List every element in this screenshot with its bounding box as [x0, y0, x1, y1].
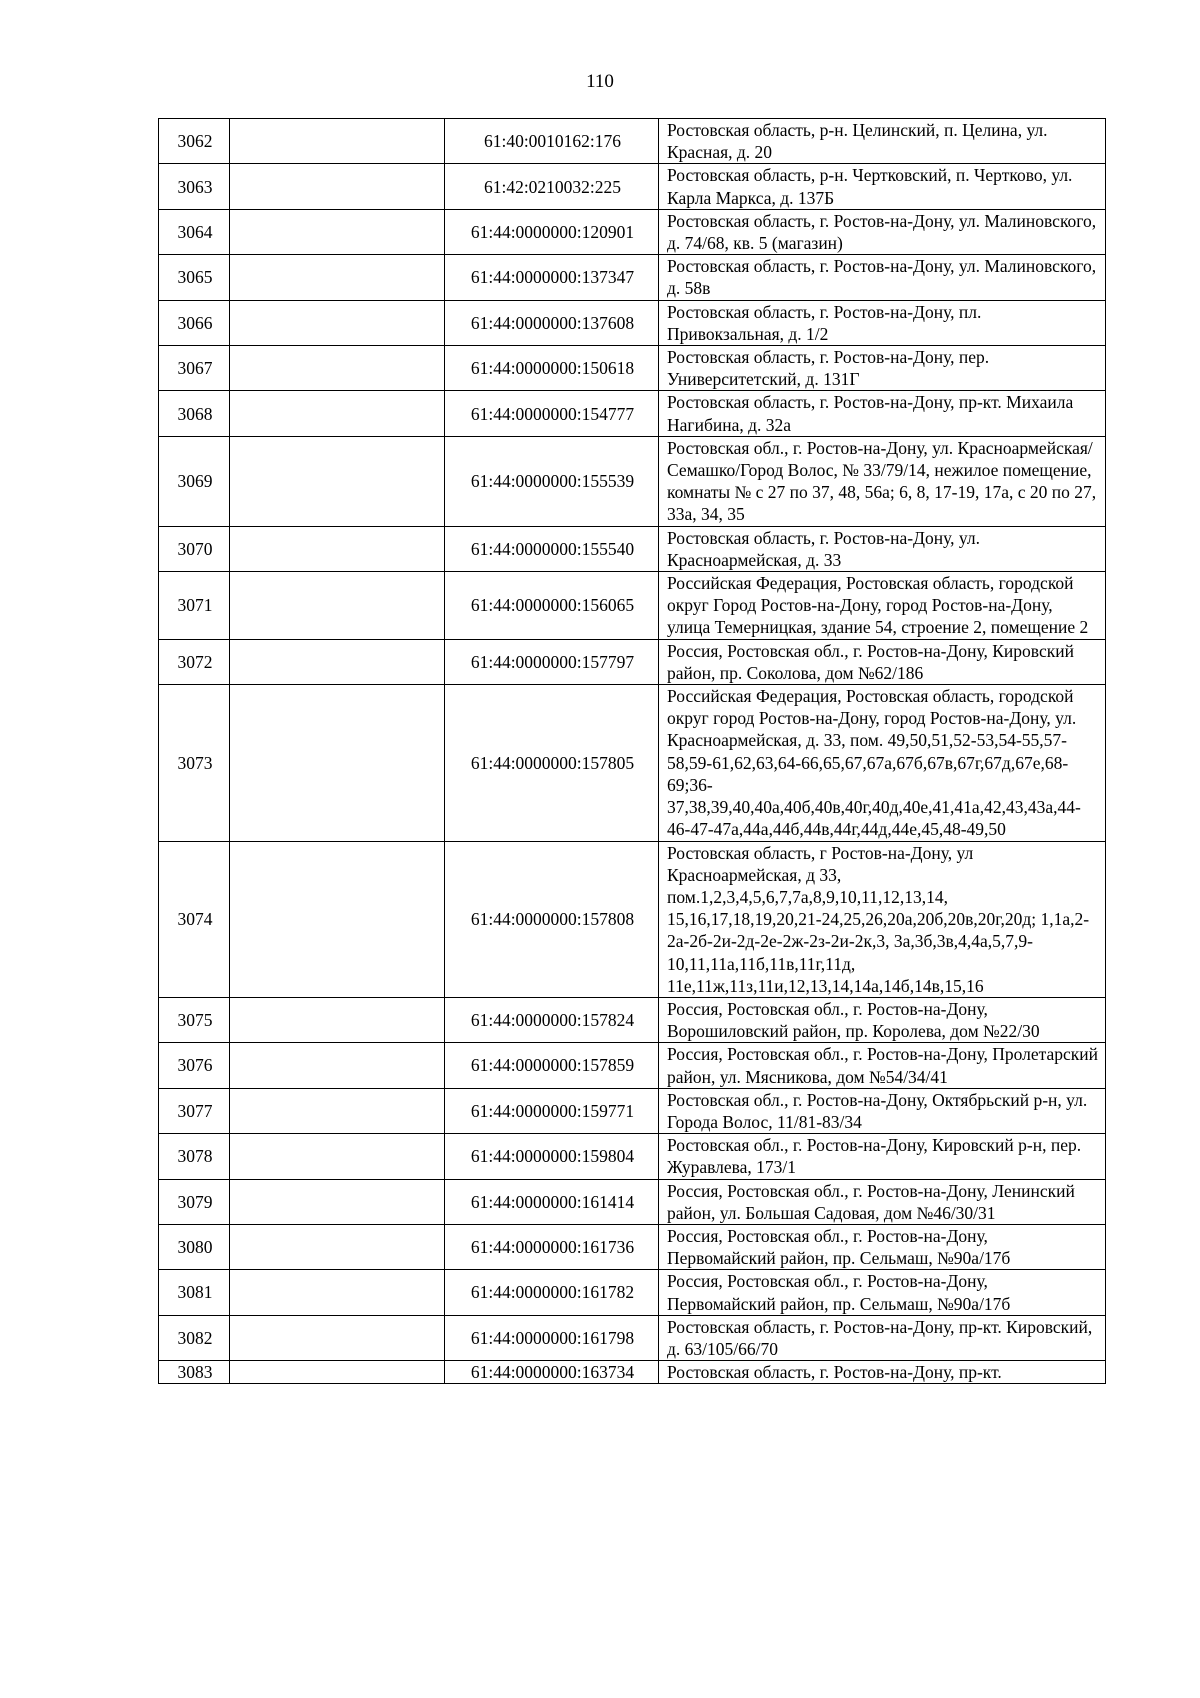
cadastral-number-cell: 61:44:0000000:155540	[445, 526, 659, 571]
empty-cell	[230, 1179, 445, 1224]
empty-cell	[230, 436, 445, 526]
cadastral-number-cell: 61:44:0000000:157797	[445, 639, 659, 684]
row-number-cell: 3066	[159, 300, 230, 345]
table-row	[159, 572, 1106, 640]
empty-cell	[230, 1088, 445, 1133]
cadastral-number-cell: 61:44:0000000:120901	[445, 209, 659, 254]
table-row	[159, 164, 1106, 209]
table-row	[159, 391, 1106, 436]
cadastral-number-cell: 61:44:0000000:161782	[445, 1270, 659, 1315]
row-number-cell: 3074	[159, 841, 230, 997]
address-cell: Ростовская обл., г. Ростов-на-Дону, ул. Красноармейская/Семашко/Город Волос, № 33/79/14, нежилое помещение, комнаты № с 27 по 37, 48, 56а; 6, 8, 17-19, 17а, с 20 по 27, 33а, 34, 35	[659, 436, 1106, 526]
address-cell: Россия, Ростовская обл., г. Ростов-на-Дону, Пролетарский район, ул. Мясникова, дом №54/34/41	[659, 1043, 1106, 1088]
cadastral-number-cell: 61:44:0000000:157805	[445, 685, 659, 841]
cadastral-number-cell: 61:44:0000000:156065	[445, 572, 659, 640]
cadastral-number-cell: 61:44:0000000:163734	[445, 1361, 659, 1384]
cadastral-number-cell: 61:44:0000000:150618	[445, 346, 659, 391]
address-cell: Ростовская область, г. Ростов-на-Дону, пр-кт. Кировский, д. 63/105/66/70	[659, 1315, 1106, 1360]
address-cell: Российская Федерация, Ростовская область, городской округ город Ростов-на-Дону, город Ростов-на-Дону, ул. Красноармейская, д. 33, пом. 49,50,51,52-53,54-55,57-58,59-61,62,63,64-66,65,67,67а,67б,67в,67г,67д,67е,68-69;36-37,38,39,40,40а,40б,40в,40г,40д,40е,41,41а,42,43,43а,44-46-47-47а,44а,44б,44в,44г,44д,44е,45,48-49,50	[659, 685, 1106, 841]
table-row	[159, 685, 1106, 841]
address-cell: Ростовская область, г. Ростов-на-Дону, ул. Красноармейская, д. 33	[659, 526, 1106, 571]
empty-cell	[230, 1315, 445, 1360]
address-cell: Ростовская область, г Ростов-на-Дону, ул Красноармейская, д 33, пом.1,2,3,4,5,6,7,7а,8,9,10,11,12,13,14, 15,16,17,18,19,20,21-24,25,26,20а,20б,20в,20г,20д; 1,1а,2-2а-2б-2и-2д-2е-2ж-2з-2и-2к,3, 3а,3б,3в,4,4а,5,7,9-10,11,11а,11б,11в,11г,11д, 11е,11ж,11з,11и,12,13,14,14а,14б,14в,15,16	[659, 841, 1106, 997]
row-number-cell: 3070	[159, 526, 230, 571]
table-row	[159, 997, 1106, 1042]
cadastral-number-cell: 61:44:0000000:157808	[445, 841, 659, 997]
empty-cell	[230, 841, 445, 997]
address-cell: Ростовская область, г. Ростов-на-Дону, ул. Малиновского, д. 58в	[659, 255, 1106, 300]
empty-cell	[230, 1134, 445, 1179]
cadastral-number-cell: 61:44:0000000:161414	[445, 1179, 659, 1224]
row-number-cell: 3065	[159, 255, 230, 300]
cadastral-number-cell: 61:42:0210032:225	[445, 164, 659, 209]
row-number-cell: 3062	[159, 119, 230, 164]
address-cell: Россия, Ростовская обл., г. Ростов-на-Дону, Кировский район, пр. Соколова, дом №62/186	[659, 639, 1106, 684]
row-number-cell: 3078	[159, 1134, 230, 1179]
address-cell: Ростовская область, г. Ростов-на-Дону, пл. Привокзальная, д. 1/2	[659, 300, 1106, 345]
empty-cell	[230, 391, 445, 436]
cadastral-number-cell: 61:44:0000000:159804	[445, 1134, 659, 1179]
address-cell: Ростовская обл., г. Ростов-на-Дону, Кировский р-н, пер. Журавлева, 173/1	[659, 1134, 1106, 1179]
row-number-cell: 3071	[159, 572, 230, 640]
empty-cell	[230, 119, 445, 164]
table-row	[159, 1270, 1106, 1315]
address-cell: Ростовская область, г. Ростов-на-Дону, пр-кт.	[659, 1361, 1106, 1384]
empty-cell	[230, 1361, 445, 1384]
address-cell: Ростовская обл., г. Ростов-на-Дону, Октябрьский р-н, ул. Города Волос, 11/81-83/34	[659, 1088, 1106, 1133]
empty-cell	[230, 209, 445, 254]
row-number-cell: 3080	[159, 1224, 230, 1269]
table-row	[159, 1088, 1106, 1133]
address-cell: Ростовская область, г. Ростов-на-Дону, пер. Университетский, д. 131Г	[659, 346, 1106, 391]
table-row	[159, 841, 1106, 997]
table-row	[159, 1179, 1106, 1224]
row-number-cell: 3064	[159, 209, 230, 254]
empty-cell	[230, 639, 445, 684]
address-cell: Россия, Ростовская обл., г. Ростов-на-Дону, Ленинский район, ул. Большая Садовая, дом №46/30/31	[659, 1179, 1106, 1224]
empty-cell	[230, 572, 445, 640]
table-row	[159, 119, 1106, 164]
registry-table-body	[159, 119, 1106, 1384]
cadastral-number-cell: 61:44:0000000:161798	[445, 1315, 659, 1360]
table-row	[159, 255, 1106, 300]
cadastral-number-cell: 61:44:0000000:137608	[445, 300, 659, 345]
table-row	[159, 209, 1106, 254]
row-number-cell: 3082	[159, 1315, 230, 1360]
row-number-cell: 3083	[159, 1361, 230, 1384]
address-cell: Ростовская область, р-н. Целинский, п. Целина, ул. Красная, д. 20	[659, 119, 1106, 164]
cadastral-number-cell: 61:44:0000000:161736	[445, 1224, 659, 1269]
table-row	[159, 346, 1106, 391]
table-row	[159, 1224, 1106, 1269]
table-row	[159, 300, 1106, 345]
table-row	[159, 436, 1106, 526]
address-cell: Россия, Ростовская обл., г. Ростов-на-Дону, Первомайский район, пр. Сельмаш, №90а/17б	[659, 1270, 1106, 1315]
table-row	[159, 526, 1106, 571]
address-cell: Россия, Ростовская обл., г. Ростов-на-Дону, Первомайский район, пр. Сельмаш, №90а/17б	[659, 1224, 1106, 1269]
property-registry-table	[158, 118, 1106, 1384]
table-row	[159, 1134, 1106, 1179]
empty-cell	[230, 255, 445, 300]
address-cell: Россия, Ростовская обл., г. Ростов-на-Дону, Ворошиловский район, пр. Королева, дом №22/30	[659, 997, 1106, 1042]
empty-cell	[230, 346, 445, 391]
table-row	[159, 1315, 1106, 1360]
cadastral-number-cell: 61:44:0000000:157859	[445, 1043, 659, 1088]
row-number-cell: 3063	[159, 164, 230, 209]
row-number-cell: 3076	[159, 1043, 230, 1088]
empty-cell	[230, 997, 445, 1042]
cadastral-number-cell: 61:44:0000000:137347	[445, 255, 659, 300]
row-number-cell: 3067	[159, 346, 230, 391]
cadastral-number-cell: 61:44:0000000:159771	[445, 1088, 659, 1133]
table-row	[159, 1043, 1106, 1088]
page-number: 110	[586, 71, 614, 92]
address-cell: Российская Федерация, Ростовская область, городской округ Город Ростов-на-Дону, город Ростов-на-Дону, улица Темерницкая, здание 54, строение 2, помещение 2	[659, 572, 1106, 640]
empty-cell	[230, 1270, 445, 1315]
empty-cell	[230, 685, 445, 841]
empty-cell	[230, 1224, 445, 1269]
row-number-cell: 3079	[159, 1179, 230, 1224]
address-cell: Ростовская область, г. Ростов-на-Дону, ул. Малиновского, д. 74/68, кв. 5 (магазин)	[659, 209, 1106, 254]
empty-cell	[230, 526, 445, 571]
address-cell: Ростовская область, г. Ростов-на-Дону, пр-кт. Михаила Нагибина, д. 32а	[659, 391, 1106, 436]
cadastral-number-cell: 61:44:0000000:157824	[445, 997, 659, 1042]
table-row	[159, 639, 1106, 684]
row-number-cell: 3081	[159, 1270, 230, 1315]
row-number-cell: 3072	[159, 639, 230, 684]
row-number-cell: 3068	[159, 391, 230, 436]
address-cell: Ростовская область, р-н. Чертковский, п. Чертково, ул. Карла Маркса, д. 137Б	[659, 164, 1106, 209]
cadastral-number-cell: 61:44:0000000:154777	[445, 391, 659, 436]
row-number-cell: 3073	[159, 685, 230, 841]
row-number-cell: 3075	[159, 997, 230, 1042]
table-row	[159, 1361, 1106, 1384]
cadastral-number-cell: 61:44:0000000:155539	[445, 436, 659, 526]
row-number-cell: 3069	[159, 436, 230, 526]
cadastral-number-cell: 61:40:0010162:176	[445, 119, 659, 164]
empty-cell	[230, 164, 445, 209]
row-number-cell: 3077	[159, 1088, 230, 1133]
empty-cell	[230, 1043, 445, 1088]
empty-cell	[230, 300, 445, 345]
